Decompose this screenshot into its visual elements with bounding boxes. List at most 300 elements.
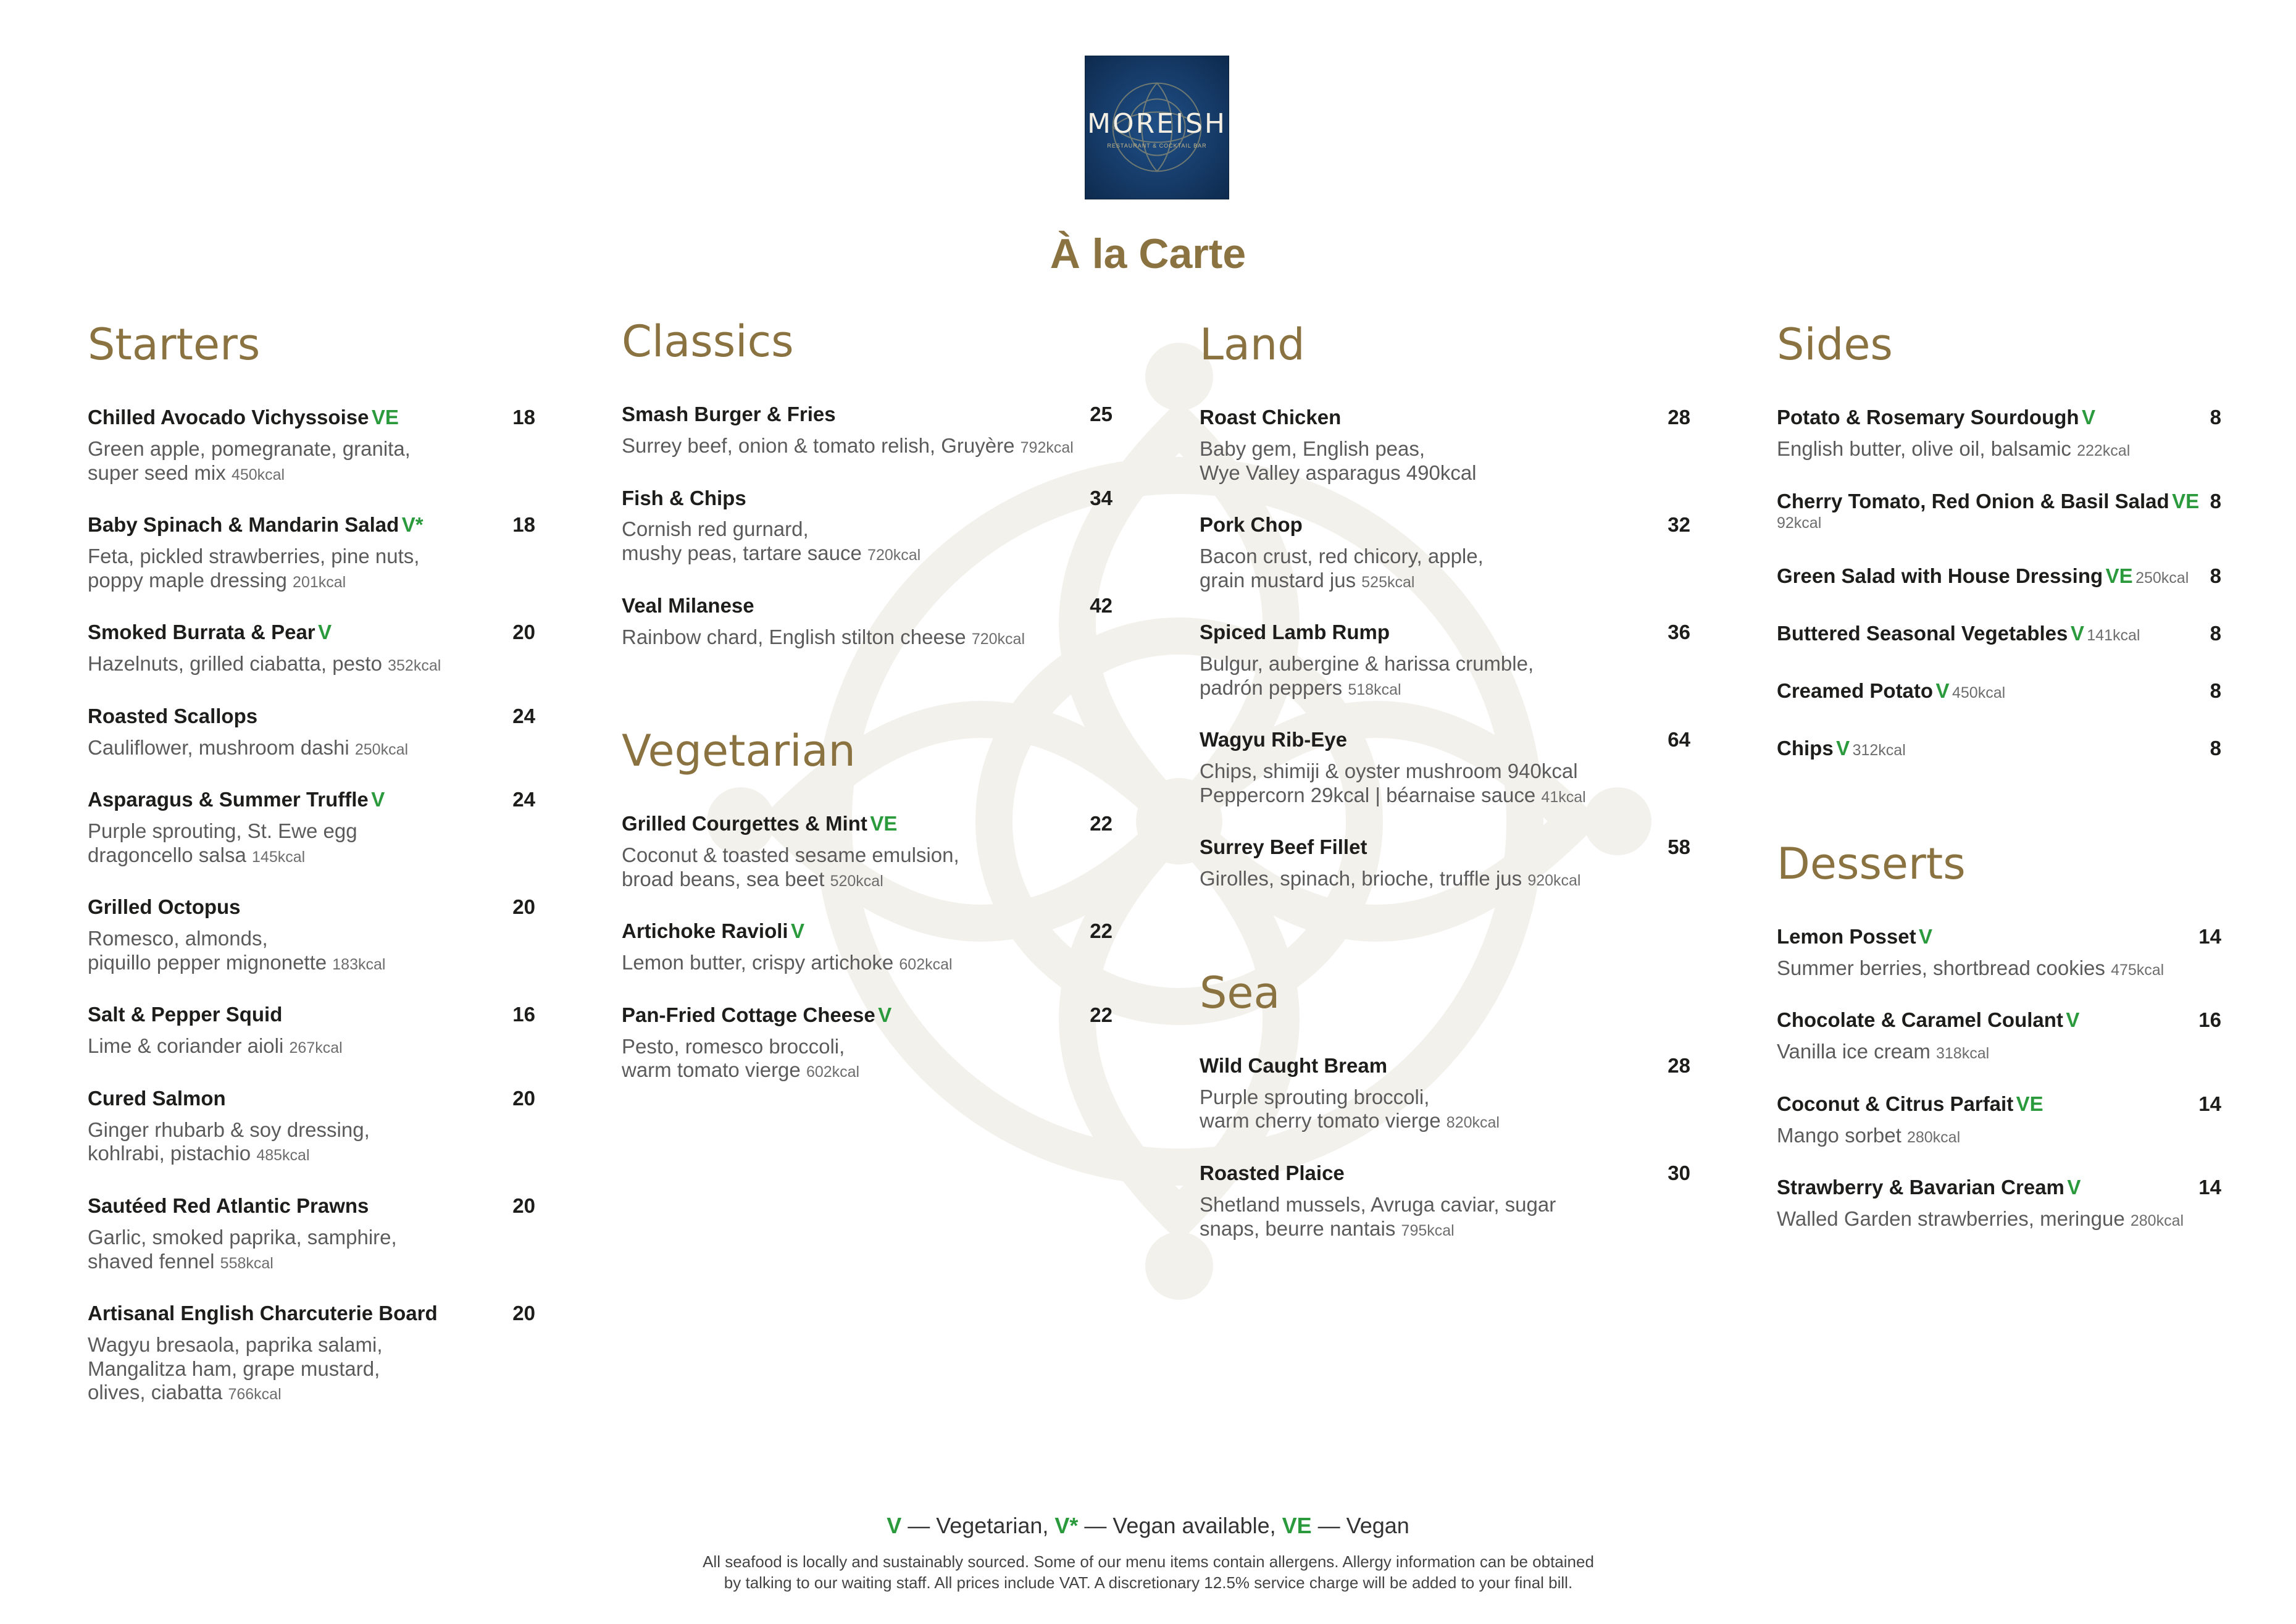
menu-item-heading [88,404,399,431]
menu-item-heading [1200,404,1341,431]
dish-description [1200,652,1690,700]
menu-item-row [88,787,535,813]
description-text: English butter, olive oil, balsamic [1777,437,2071,460]
description-text: Wagyu bresaola, paprika salami, [88,1333,383,1357]
dish-name: Smash Burger & Fries [622,403,836,425]
menu-item-heading [1777,1007,2079,1034]
description-line [88,951,535,975]
menu-item-row [88,703,535,730]
legend-text: — Vegetarian, [901,1513,1055,1538]
description-text: shaved fennel [88,1249,215,1273]
legend-text: — Vegan available, [1078,1513,1282,1538]
dish-name: Wagyu Rib-Eye [1200,728,1347,751]
description-line [622,1058,1113,1082]
description-text: dragoncello salsa [88,843,246,866]
menu-item-row [1200,1053,1690,1079]
description-line [1777,1040,2221,1064]
dish-price: 64 [1668,728,1690,751]
dish-price: 20 [512,1302,535,1325]
menu-item [622,485,1113,566]
dish-name: Salt & Pepper Squid [88,1003,283,1026]
legend-code: VE [1282,1513,1312,1538]
menu-item [1777,563,2221,590]
menu-item-heading [1777,488,2210,533]
description-text: Cauliflower, mushroom dashi [88,735,349,759]
menu-item-row [622,593,1113,619]
menu-item-row [1777,1091,2221,1118]
menu-item-heading [622,485,746,512]
dish-name: Cherry Tomato, Red Onion & Basil Salad [1777,489,2169,513]
section-title: Sides [1777,319,1893,370]
dish-description [88,819,535,867]
dish-description [1777,1040,2221,1064]
dish-price: 20 [512,895,535,919]
description-line [622,843,1113,868]
menu-item [1777,1007,2221,1064]
description-text: Lime & coriander aioli [88,1034,284,1058]
menu-item [1777,404,2221,461]
dish-description [88,1226,535,1273]
menu-item-heading [1777,924,1932,950]
description-text: Mango sorbet [1777,1123,1902,1147]
dish-price: 8 [2210,737,2221,760]
diet-badge: V [2067,1176,2081,1199]
dish-name: Baby Spinach & Mandarin Salad [88,513,399,537]
dish-price: 14 [2198,1176,2221,1199]
description-line [1200,545,1690,569]
description-text: Peppercorn 29kcal | béarnaise sauce [1200,783,1536,806]
menu-item-heading [88,1300,438,1327]
menu-section [88,319,535,1405]
kcal-label: 525kcal [1361,573,1415,591]
dish-description [88,1118,535,1166]
footnote-line: All seafood is locally and sustainably sourced. Some of our menu items contain allergens. Allergy information can be obtained [703,1552,1594,1571]
dish-name: Roasted Scallops [88,704,258,727]
description-line [1200,1109,1690,1133]
kcal-label: 183kcal [332,955,386,973]
dish-name: Coconut & Citrus Parfait [1777,1092,2014,1115]
description-line [1200,676,1690,700]
kcal-label: 520kcal [830,872,883,890]
menu-item-row [1200,834,1690,861]
section-title: Land [1200,319,1305,370]
section-title: Desserts [1777,838,1966,889]
dish-description [622,1035,1113,1082]
menu-section [1200,967,1690,1241]
kcal-label: 318kcal [1936,1045,1990,1063]
description-text: snaps, beurre nantais [1200,1216,1396,1240]
dish-description [88,1333,535,1405]
dish-name: Pan-Fried Cottage Cheese [622,1003,875,1026]
description-text: poppy maple dressing [88,568,287,592]
dish-name: Green Salad with House Dressing [1777,564,2103,588]
description-text: Coconut & toasted sesame emulsion, [622,843,959,866]
menu-item-row [1777,563,2221,590]
dish-description [1777,1207,2221,1231]
dish-price: 28 [1668,406,1690,429]
menu-item [88,1002,535,1058]
diet-badge: VE [2172,489,2200,513]
menu-item [622,1002,1113,1082]
menu-item [1200,619,1690,700]
kcal-label: 602kcal [806,1063,860,1081]
menu-item [88,1300,535,1405]
menu-item [622,811,1113,891]
description-line [622,626,1113,650]
dish-price: 25 [1090,403,1113,425]
diet-badge: VE [870,812,898,835]
menu-item-heading [88,512,424,538]
menu-section [1777,838,2221,1231]
menu-item-heading [88,1002,282,1028]
menu-item-row [88,1300,535,1327]
description-text: padrón peppers [1200,676,1343,699]
dish-price: 8 [2210,564,2221,588]
description-text: Green apple, pomegranate, granita, [88,437,411,460]
menu-item [1200,512,1690,592]
description-line [88,1034,535,1058]
dish-description [622,434,1113,458]
kcal-label: 280kcal [2130,1212,2184,1230]
description-line [1200,652,1690,676]
description-text: warm cherry tomato vierge [1200,1109,1441,1132]
dish-price: 22 [1090,1003,1113,1026]
dish-description [88,545,535,592]
page-title: À la Carte [1050,230,1246,277]
description-line [88,819,535,843]
description-line [88,927,535,951]
dish-description [88,437,535,485]
menu-item-row [1777,621,2221,647]
description-text: kohlrabi, pistachio [88,1142,251,1165]
description-line [622,868,1113,892]
kcal-label: 145kcal [252,848,306,866]
menu-item [1777,1174,2221,1231]
kcal-label: 720kcal [971,630,1025,648]
menu-item [1777,924,2221,981]
menu-item [622,918,1113,975]
dish-price: 24 [512,788,535,811]
description-line [622,1035,1113,1059]
dish-description [622,843,1113,891]
column-classics-vegetarian [622,316,1113,1110]
description-text: Rainbow chard, English stilton cheese [622,625,966,648]
menu-item-row [1777,735,2221,762]
description-line [1200,867,1690,891]
menu-item-heading [88,787,385,813]
section-title: Vegetarian [622,726,856,777]
menu-item-row [88,512,535,538]
description-text: Baby gem, English peas, [1200,437,1426,460]
dish-description [88,927,535,974]
dish-price: 58 [1668,835,1690,859]
diet-badge: VE [371,406,399,429]
menu-item-row [1200,1160,1690,1187]
description-text: broad beans, sea beet [622,867,825,890]
description-line [622,434,1113,458]
menu-item-row [622,918,1113,945]
description-text: Walled Garden strawberries, meringue [1777,1207,2125,1231]
menu-item-row [88,1002,535,1028]
section-title: Classics [622,316,794,367]
dish-name: Spiced Lamb Rump [1200,621,1390,644]
diet-badge: V [791,919,805,943]
menu-item-row [622,401,1113,428]
description-line [1200,1193,1690,1217]
dish-name: Wild Caught Bream [1200,1053,1388,1077]
dish-description [88,1034,535,1058]
description-line [88,1381,535,1405]
menu-item-row [1777,678,2221,705]
dish-name: Smoked Burrata & Pear [88,621,315,644]
description-text: super seed mix [88,461,226,484]
dish-name: Potato & Rosemary Sourdough [1777,406,2079,429]
kcal-label: 450kcal [1952,684,2006,702]
dish-description [1200,760,1690,807]
description-text: Surrey beef, onion & tomato relish, Gruyère [622,433,1015,457]
column-land-sea [1200,319,1690,1268]
kcal-label: 250kcal [2135,569,2189,587]
menu-item-heading [1777,621,2140,647]
menu-item-row [1777,924,2221,950]
menu-item [1200,1053,1690,1133]
diet-badge: V [878,1003,892,1026]
dish-name: Buttered Seasonal Vegetables [1777,622,2068,645]
dish-price: 20 [512,1194,535,1218]
dish-price: 18 [512,513,535,537]
menu-item-heading [1777,1091,2043,1118]
dish-description [1777,1124,2221,1148]
dish-price: 20 [512,621,535,644]
column-sides-desserts [1777,319,2221,1258]
kcal-label: 352kcal [388,657,441,675]
kcal-label: 92kcal [1777,514,1822,532]
menu-item-row [1777,1007,2221,1034]
menu-item [88,619,535,676]
legend-code: V [887,1513,902,1538]
menu-item [88,894,535,974]
diet-badge: V [318,621,332,644]
kcal-label: 558kcal [220,1254,273,1272]
menu-item [88,1086,535,1166]
menu-item-heading [88,1086,226,1112]
dish-description [1200,867,1690,891]
description-text: Hazelnuts, grilled ciabatta, pesto [88,652,382,676]
diet-badge: VE [2016,1092,2043,1115]
menu-item-heading [1777,563,2189,590]
dish-description [1777,956,2221,981]
description-text: Summer berries, shortbread cookies [1777,956,2105,979]
description-line [88,461,535,485]
description-text: Cornish red gurnard, [622,517,809,541]
menu-item-row [1200,727,1690,753]
description-line [88,569,535,593]
menu-item [1777,488,2221,533]
dish-price: 22 [1090,919,1113,943]
dish-price: 20 [512,1086,535,1110]
dish-price: 16 [2198,1008,2221,1032]
kcal-label: 766kcal [228,1386,282,1404]
menu-item [622,593,1113,650]
description-line [88,1118,535,1142]
dish-price: 18 [512,406,535,429]
dish-price: 24 [512,704,535,727]
diet-badge: V [2070,622,2084,645]
description-line [88,1357,535,1381]
kcal-label: 475kcal [2111,961,2165,979]
description-text: Shetland mussels, Avruga caviar, sugar [1200,1192,1556,1216]
description-text: Purple sprouting, St. Ewe egg [88,819,357,843]
dish-name: Grilled Octopus [88,895,241,919]
menu-item [88,512,535,592]
dish-name: Surrey Beef Fillet [1200,835,1367,859]
menu-item-row [1200,619,1690,646]
menu-item-row [1200,404,1690,431]
menu-item [1777,1091,2221,1148]
kcal-label: 450kcal [231,466,285,483]
menu-item-heading [622,401,836,428]
menu-item-heading [1200,834,1367,861]
menu-item-row [1777,488,2221,533]
description-text: Pesto, romesco broccoli, [622,1034,845,1058]
menu-item-row [88,619,535,646]
menu-item-row [622,811,1113,837]
menu-item [1777,678,2221,705]
brand-logo [1085,56,1229,199]
brand-tagline: RESTAURANT & COCKTAIL BAR [1107,143,1207,149]
brand-name: MOREISH [1087,108,1227,140]
description-text: Mangalitza ham, grape mustard, [88,1357,380,1380]
diet-badge: V [1836,737,1850,760]
description-text: olives, ciabatta [88,1381,223,1404]
dish-price: 8 [2210,679,2221,703]
diet-badge: VE [2105,564,2133,588]
dish-price: 32 [1668,513,1690,537]
description-line [622,517,1113,542]
dish-name: Roasted Plaice [1200,1161,1345,1185]
kcal-label: 280kcal [1906,1128,1961,1146]
kcal-label: 518kcal [1348,680,1401,698]
description-text: Romesco, almonds, [88,927,268,950]
dish-price: 14 [2198,1092,2221,1115]
legend-text: — Vegan [1311,1513,1409,1538]
menu-item [88,703,535,760]
dish-price: 22 [1090,812,1113,835]
dish-name: Cured Salmon [88,1086,226,1110]
kcal-label: 201kcal [293,573,346,591]
menu-item-row [622,485,1113,512]
dish-price: 16 [512,1003,535,1026]
description-line [1200,1217,1690,1241]
diet-badge: V [2082,406,2096,429]
description-line [1777,1124,2221,1148]
kcal-label: 602kcal [899,956,953,974]
description-line [1777,1207,2221,1231]
section-title: Starters [88,319,261,370]
description-text: mushy peas, tartare sauce [622,542,862,564]
dish-description [88,652,535,676]
description-text: Garlic, smoked paprika, samphire, [88,1225,397,1249]
kcal-label: 485kcal [256,1147,310,1165]
kcal-label: 795kcal [1401,1221,1455,1239]
description-text: Feta, pickled strawberries, pine nuts, [88,545,420,567]
menu-item-heading [1200,512,1303,538]
kcal-label: 267kcal [289,1039,343,1057]
dish-price: 14 [2198,924,2221,948]
description-text: Wye Valley asparagus 490kcal [1200,461,1477,484]
dish-name: Creamed Potato [1777,679,1934,703]
description-text: Girolles, spinach, brioche, truffle jus [1200,867,1522,890]
menu-item-heading [622,593,754,619]
kcal-label: 41kcal [1541,788,1586,806]
menu-item-row [1777,1174,2221,1201]
dish-price: 34 [1090,486,1113,509]
dish-price: 28 [1668,1053,1690,1077]
dish-description [1200,1086,1690,1133]
menu-item-heading [1200,1160,1345,1187]
diet-badge: V [1935,679,1950,703]
kcal-label: 250kcal [354,740,409,758]
dish-description [622,626,1113,650]
menu-item-heading [88,1193,369,1220]
menu-item [1200,404,1690,485]
dish-name: Chips [1777,737,1834,760]
dish-price: 30 [1668,1161,1690,1185]
menu-item [1200,1160,1690,1241]
dish-description [622,517,1113,565]
dish-name: Chocolate & Caramel Coulant [1777,1008,2063,1032]
description-text: piquillo pepper mignonette [88,950,327,974]
dish-name: Grilled Courgettes & Mint [622,812,867,835]
description-line [88,437,535,461]
description-line [88,736,535,760]
description-line [88,1142,535,1166]
dish-description [1200,545,1690,592]
menu-item-heading [1777,1174,2081,1201]
dish-price: 36 [1668,621,1690,644]
menu-item-heading [622,1002,891,1029]
description-line [88,545,535,569]
diet-legend [0,1513,2296,1539]
description-line [88,843,535,868]
description-line [1777,437,2221,461]
kcal-label: 222kcal [2077,442,2131,459]
dish-price: 8 [2210,406,2221,429]
menu-item-row [88,1193,535,1220]
description-text: Purple sprouting broccoli, [1200,1085,1430,1108]
dish-name: Artisanal English Charcuterie Board [88,1302,438,1325]
menu-item-heading [622,811,897,837]
description-line [1200,569,1690,593]
footnote-line: by talking to our waiting staff. All prices include VAT. A discretionary 12.5% service charge will be added to your final bill. [724,1573,1573,1592]
footnote [667,1552,1630,1594]
menu-item-heading [1200,619,1390,646]
menu-item [88,1193,535,1273]
description-line [88,652,535,676]
menu-item-heading [88,894,241,921]
menu-item-row [1200,512,1690,538]
description-line [1200,437,1690,461]
description-text: Bulgur, aubergine & harissa crumble, [1200,652,1534,676]
dish-name: Artichoke Ravioli [622,919,788,943]
dish-description [1200,437,1690,485]
dish-name: Lemon Posset [1777,924,1916,948]
dish-price: 42 [1090,593,1113,617]
menu-item [1777,621,2221,647]
dish-name: Veal Milanese [622,593,754,617]
description-line [88,1226,535,1250]
description-text: Vanilla ice cream [1777,1040,1931,1063]
